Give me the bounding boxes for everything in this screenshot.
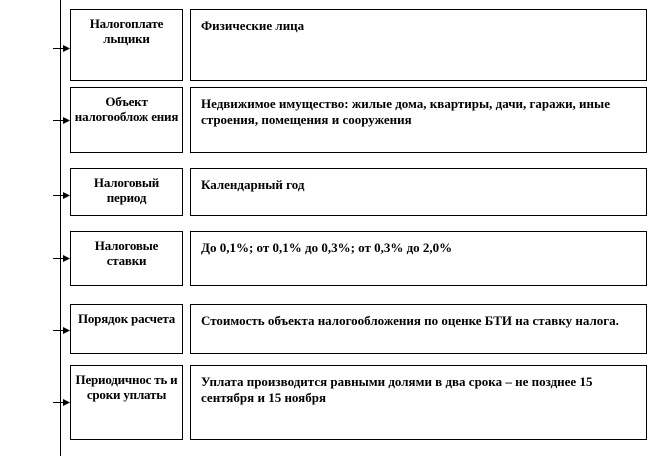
- arrow-right-icon: [53, 398, 70, 407]
- row-label: Налоговый период: [70, 168, 183, 216]
- row-value: Уплата производится равными долями в два срока – не позднее 15 сентября и 15 ноября: [190, 365, 647, 440]
- row-value: Недвижимое имущество: жилые дома, квартиры, дачи, гаражи, иные строения, помещения и сооружения: [190, 87, 647, 153]
- row-value: Стоимость объекта налогообложения по оценке БТИ на ставку налога.: [190, 304, 647, 354]
- row-value: До 0,1%; от 0,1% до 0,3%; от 0,3% до 2,0%: [190, 231, 647, 286]
- row-label: Порядок расчета: [70, 304, 183, 354]
- arrow-right-icon: [53, 326, 70, 335]
- row-label: Налоговые ставки: [70, 231, 183, 286]
- row-label: Налогоплате льщики: [70, 9, 183, 81]
- row-label: Периодичнос ть и сроки уплаты: [70, 365, 183, 440]
- arrow-right-icon: [53, 254, 70, 263]
- arrow-right-icon: [53, 44, 70, 53]
- row-label: Объект налогооблож ения: [70, 87, 183, 153]
- arrow-right-icon: [53, 116, 70, 125]
- arrow-right-icon: [53, 191, 70, 200]
- row-value: Календарный год: [190, 168, 647, 216]
- row-value: Физические лица: [190, 9, 647, 81]
- connector-line: [60, 0, 61, 456]
